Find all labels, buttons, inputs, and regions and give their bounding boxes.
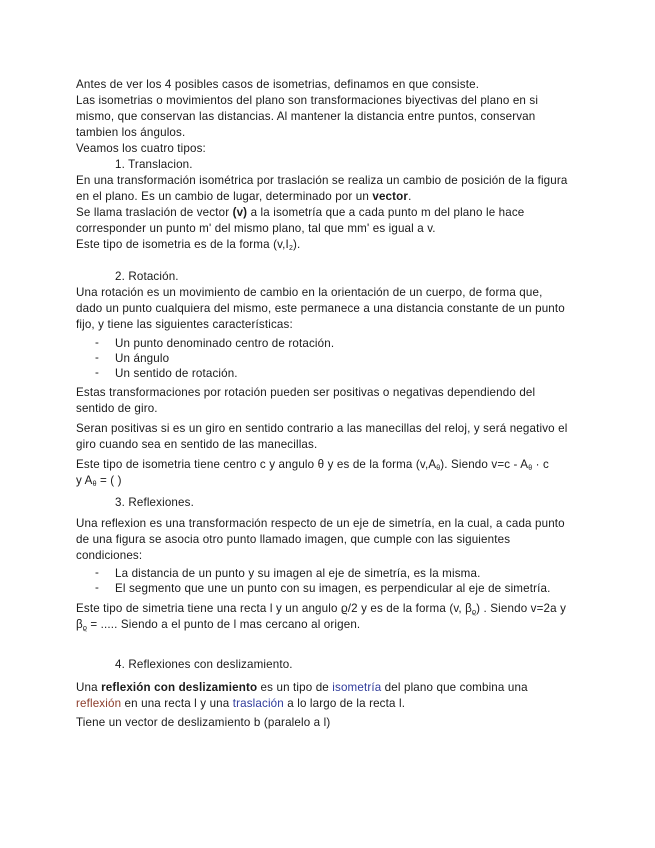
section-heading-translacion: 1. Translacion. — [115, 158, 193, 171]
text-span: en el plano. Es un cambio de lugar, determinado por un — [76, 190, 373, 203]
text-span: β — [76, 618, 83, 631]
paragraph-line: Tiene un vector de deslizamiento b (paralelo a l) — [76, 716, 331, 729]
paragraph-line: En una transformación isométrica por traslación se realiza un cambio de posición de la figura — [76, 174, 568, 187]
text-span: en una recta l y una — [121, 697, 233, 710]
subscript: ϱ — [82, 625, 87, 632]
intro-line: Veamos los cuatro tipos: — [76, 142, 206, 155]
paragraph-line: dado un punto cualquiera del mismo, este permanece a una distancia constante de un punto — [76, 302, 565, 315]
subscript: 2 — [288, 245, 293, 252]
text-span: Este tipo de isometria tiene centro c y angulo θ y es de la forma (v,A — [76, 458, 437, 471]
list-item: Un punto denominado centro de rotación. — [115, 337, 335, 350]
link-traslacion[interactable]: traslación — [232, 697, 284, 710]
paragraph-line: de una figura se asocia otro punto llamado imagen, que cumple con las siguientes — [76, 533, 511, 546]
paragraph-line: Estas transformaciones por rotación pueden ser positivas o negativas dependiendo del — [76, 386, 536, 399]
text-span: a lo largo de la recta l. — [283, 697, 406, 710]
text-span: . — [408, 190, 412, 203]
intro-line: Antes de ver los 4 posibles casos de isometrias, definamos en que consiste. — [76, 78, 480, 91]
list-item: Un ángulo — [115, 352, 170, 365]
intro-line: mismo, que conservan las distancias. Al mantener la distancia entre puntos, conservan — [76, 110, 536, 123]
link-isometria[interactable]: isometría — [332, 681, 382, 694]
section-heading-reflexiones: 3. Reflexiones. — [115, 496, 194, 509]
bullet-dash: - — [95, 366, 100, 379]
text-span: a la isometría que a cada punto m del plano le hace — [247, 206, 525, 219]
intro-line: tambien los ángulos. — [76, 126, 186, 139]
bold-term-vector: vector — [372, 190, 409, 203]
section-heading-rotacion: 2. Rotación. — [115, 270, 179, 283]
paragraph-line: corresponder un punto m' del mismo plano, tal que mm' es igual a v. — [76, 222, 436, 235]
text-span: del plano que combina una — [381, 681, 528, 694]
formula-line — [76, 473, 122, 493]
text-span: Este tipo de isometria es de la forma (v,I — [76, 238, 289, 251]
list-item: La distancia de un punto y su imagen al eje de simetría, es la misma. — [115, 567, 481, 580]
text-span: Se llama traslación de vector — [76, 206, 233, 219]
bullet-dash: - — [95, 351, 100, 364]
paragraph-line: Una rotación es un movimiento de cambio en la orientación de un cuerpo, de forma que, — [76, 286, 543, 299]
paragraph-line: sentido de giro. — [76, 402, 158, 415]
subscript: ϱ — [472, 609, 477, 616]
bullet-dash: - — [95, 336, 100, 349]
paragraph-line: Seran positivas si es un giro en sentido contrario a las manecillas del reloj, y será negativo el — [76, 422, 568, 435]
formula-line — [76, 457, 549, 477]
section-heading-reflexiones-deslizamiento: 4. Reflexiones con deslizamiento. — [115, 658, 293, 671]
formula-line — [76, 617, 360, 637]
text-span: es un tipo de — [257, 681, 333, 694]
intro-line: Las isometrias o movimientos del plano son transformaciones biyectivas del plano en si — [76, 94, 539, 107]
text-span: = ( ) — [96, 474, 122, 487]
paragraph-line — [76, 205, 524, 221]
text-span: = ..... Siendo a el punto de l mas cercano al origen. — [87, 618, 361, 631]
subscript: θ — [528, 465, 533, 472]
paragraph-line — [76, 696, 405, 712]
paragraph-line: fijo, y tiene las siguientes características: — [76, 318, 293, 331]
text-span: · c — [532, 458, 549, 471]
paragraph-line: Una reflexion es una transformación respecto de un eje de simetría, en la cual, a cada punto — [76, 517, 565, 530]
text-span: y A — [76, 474, 93, 487]
paragraph-line: condiciones: — [76, 549, 143, 562]
subscript: θ — [436, 465, 441, 472]
text-span: Este tipo de simetria tiene una recta l y un angulo ϱ/2 y es de la forma (v, β — [76, 602, 472, 615]
subscript: θ — [92, 481, 97, 488]
bold-term-reflexion-deslizamiento: reflexión con deslizamiento — [101, 681, 258, 694]
text-span: ). Siendo v=c - A — [440, 458, 529, 471]
bold-term-v: (v) — [232, 206, 248, 219]
link-reflexion[interactable]: reflexión — [76, 697, 122, 710]
bullet-dash: - — [95, 566, 100, 579]
paragraph-line: giro cuando sea en sentido de las manecillas. — [76, 438, 318, 451]
list-item: Un sentido de rotación. — [115, 367, 238, 380]
list-item: El segmento que une un punto con su imagen, es perpendicular al eje de simetría. — [115, 582, 551, 595]
paragraph-line — [76, 680, 528, 696]
formula-line — [76, 237, 300, 257]
text-span: Una — [76, 681, 102, 694]
paragraph-line — [76, 189, 411, 205]
text-span: ). — [292, 238, 301, 251]
bullet-dash: - — [95, 581, 100, 594]
text-span: ) . Siendo v=2a y — [476, 602, 567, 615]
